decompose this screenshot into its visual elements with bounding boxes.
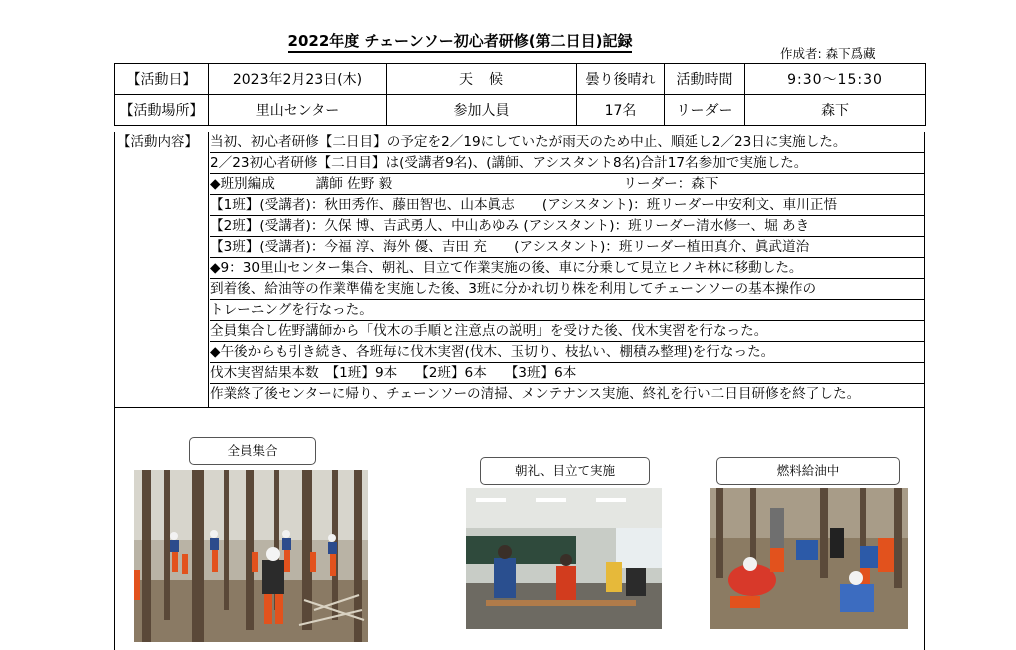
activity-line: 【3班】(受講者)：今福 淳、海外 優、吉田 充 (アシスタント)：班リーダー植田真介、眞武道治 [210,237,924,258]
author: 作成者: 森下爲藏 [780,46,876,61]
activity-line: 作業終了後センターに帰り、チェーンソーの清掃、メンテナンス実施、終礼を行い二日目研修を終了した。 [210,386,861,402]
weather-value: 曇り後晴れ [577,64,665,95]
leader-label: リーダー [665,95,745,126]
photo-caption: 燃料給油中 [716,457,900,485]
activity-line: ◆9：30里山センター集合、朝礼、目立て作業実施の後、車に分乗して見立ヒノキ林に移動した。 [210,258,924,279]
document-title-text: 2022年度 チェーンソー初心者研修(第二日目)記録 [288,32,633,53]
activity-section [114,132,925,408]
time-label: 活動時間 [665,64,745,95]
activity-line: ◆午後からも引き続き、各班毎に伐木実習(伐木、玉切り、枝払い、棚積み整理)を行なった。 [210,342,924,363]
header-table [114,63,926,126]
refuel-photo [710,488,908,629]
place-label: 【活動場所】 [115,95,209,126]
time-value: 9:30～15:30 [745,64,926,95]
activity-line: 【1班】(受講者)：秋田秀作、藤田智也、山本眞志 (アシスタント)：班リーダー中安利文、車川正悟 [210,195,924,216]
place-value: 里山センター [209,95,387,126]
activity-line: 伐木実習結果本数 【1班】9本 【2班】6本 【3班】6本 [210,363,924,384]
photo-caption: 全員集合 [189,437,316,465]
activity-line: 当初、初心者研修【二日目】の予定を2／19にしていたが雨天のため中止、順延し2／23日に実施した。 [210,132,924,153]
leader-value: 森下 [745,95,926,126]
participants-label: 参加人員 [387,95,577,126]
weather-label: 天 候 [387,64,577,95]
photo-caption: 朝礼、目立て実施 [480,457,650,485]
activity-lines [210,132,924,405]
forest-group-photo [134,470,368,642]
activity-label: 【活動内容】 [115,132,209,408]
activity-line: ◆班別編成 講師 佐野 毅 リーダー：森下 [210,174,924,195]
date-label: 【活動日】 [115,64,209,95]
activity-line: 到着後、給油等の作業準備を実施した後、3班に分かれ切り株を利用してチェーンソーの基本操作の [210,279,924,300]
classroom-photo [466,488,662,629]
activity-line: 【2班】(受講者)：久保 博、吉武勇人、中山あゆみ (アシスタント)：班リーダー清水修一、堀 あき [210,216,924,237]
activity-line: トレーニングを行なった。 [210,300,924,321]
activity-line: 全員集合し佐野講師から「伐木の手順と注意点の説明」を受けた後、伐木実習を行なった。 [210,321,924,342]
participants-value: 17名 [577,95,665,126]
activity-line: 2／23初心者研修【二日目】は(受講者9名)、(講師、アシスタント8名)合計17名参加で実施した。 [210,153,924,174]
date-value: 2023年2月23日(木) [209,64,387,95]
